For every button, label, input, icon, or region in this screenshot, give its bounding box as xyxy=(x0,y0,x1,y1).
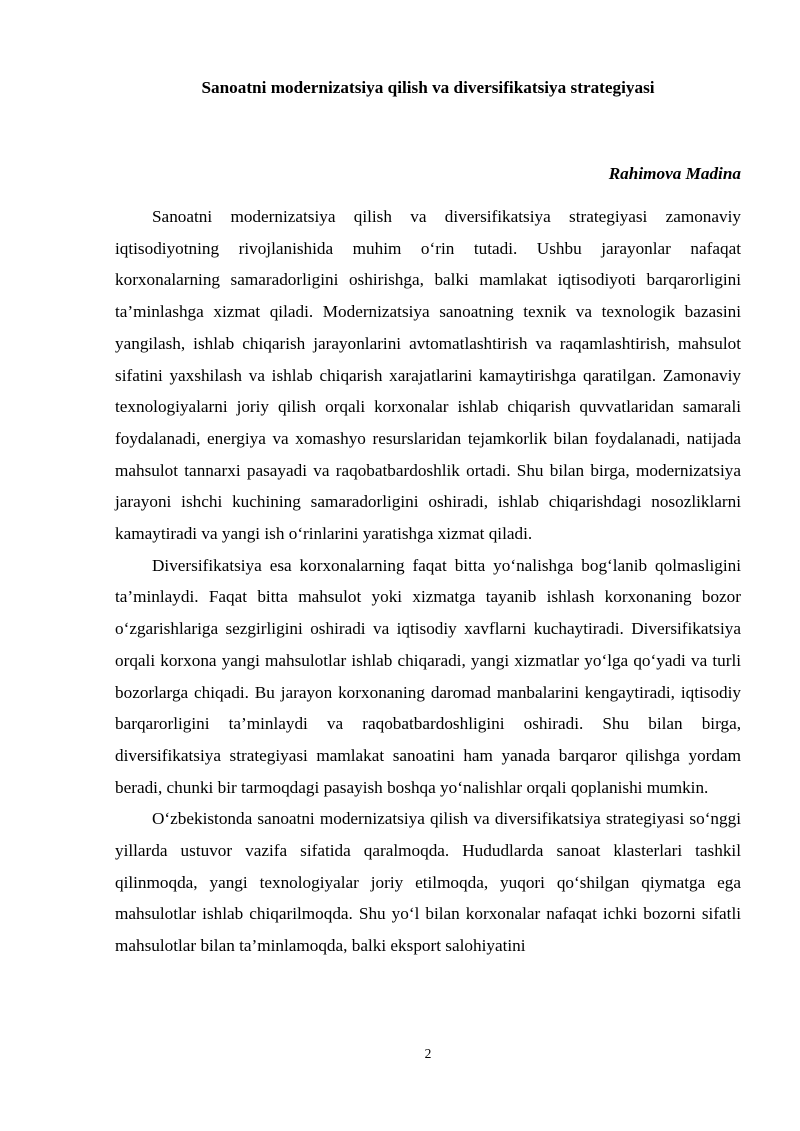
paragraph-1: Sanoatni modernizatsiya qilish va diversifikatsiya strategiyasi zamonaviy iqtisodiyotning rivojlanishida muhim o‘rin tutadi. Ushbu jarayonlar nafaqat korxonalarning samaradorligini oshirishga, balki mamlakat iqtisodiyoti barqarorligini ta’minlashga xizmat qiladi. Modernizatsiya sanoatning texnik va texnologik bazasini yangilash, ishlab chiqarish jarayonlarini avtomatlashtirish va raqamlashtirish, mahsulot sifatini yaxshilash va ishlab chiqarish xarajatlarini kamaytirishga qaratilgan. Zamonaviy texnologiyalarni joriy qilish orqali korxonalar ishlab chiqarish quvvatlaridan samarali foydalanadi, energiya va xomashyo resurslaridan tejamkorlik bilan foydalanadi, natijada mahsulot tannarxi pasayadi va raqobatbardoshlik ortadi. Shu bilan birga, modernizatsiya jarayoni ishchi kuchining samaradorligini oshiradi, ishlab chiqarishdagi nosozliklarni kamaytiradi va yangi ish o‘rinlarini yaratishga xizmat qiladi. xyxy=(115,207,741,544)
paragraph-3: O‘zbekistonda sanoatni modernizatsiya qilish va diversifikatsiya strategiyasi so‘nggi yillarda ustuvor vazifa sifatida qaralmoqda. Hududlarda sanoat klasterlari tashkil qilinmoqda, yangi texnologiyalar joriy etilmoqda, yuqori qo‘shilgan qiymatga ega mahsulotlar ishlab chiqarilmoqda. Shu yo‘l bilan korxonalar nafaqat ichki bozorni sifatli mahsulotlar bilan ta’minlamoqda, balki eksport salohiyatini xyxy=(115,809,741,956)
paragraph-2: Diversifikatsiya esa korxonalarning faqat bitta yo‘nalishga bog‘lanib qolmasligini ta’minlaydi. Faqat bitta mahsulot yoki xizmatga tayanib ishlash korxonaning bozor o‘zgarishlariga sezgirligini oshiradi va iqtisodiy xavflarni kuchaytiradi. Diversifikatsiya orqali korxona yangi mahsulotlar ishlab chiqaradi, yangi xizmatlar yo‘lga qo‘yadi va turli bozorlarga chiqadi. Bu jarayon korxonaning daromad manbalarini kengaytiradi, iqtisodiy barqarorligini ta’minlaydi va raqobatbardoshligini oshiradi. Shu bilan birga, diversifikatsiya strategiyasi mamlakat sanoatini ham yanada barqaror qilishga yordam beradi, chunki bir tarmoqdagi pasayish boshqa yo‘nalishlar orqali qoplanishi mumkin. xyxy=(115,555,741,797)
body-text xyxy=(115,201,741,962)
author-name: Rahimova Madina xyxy=(608,164,741,183)
page-number: 2 xyxy=(424,1046,432,1061)
document-title: Sanoatni modernizatsiya qilish va diversifikatsiya strategiyasi xyxy=(201,78,655,97)
